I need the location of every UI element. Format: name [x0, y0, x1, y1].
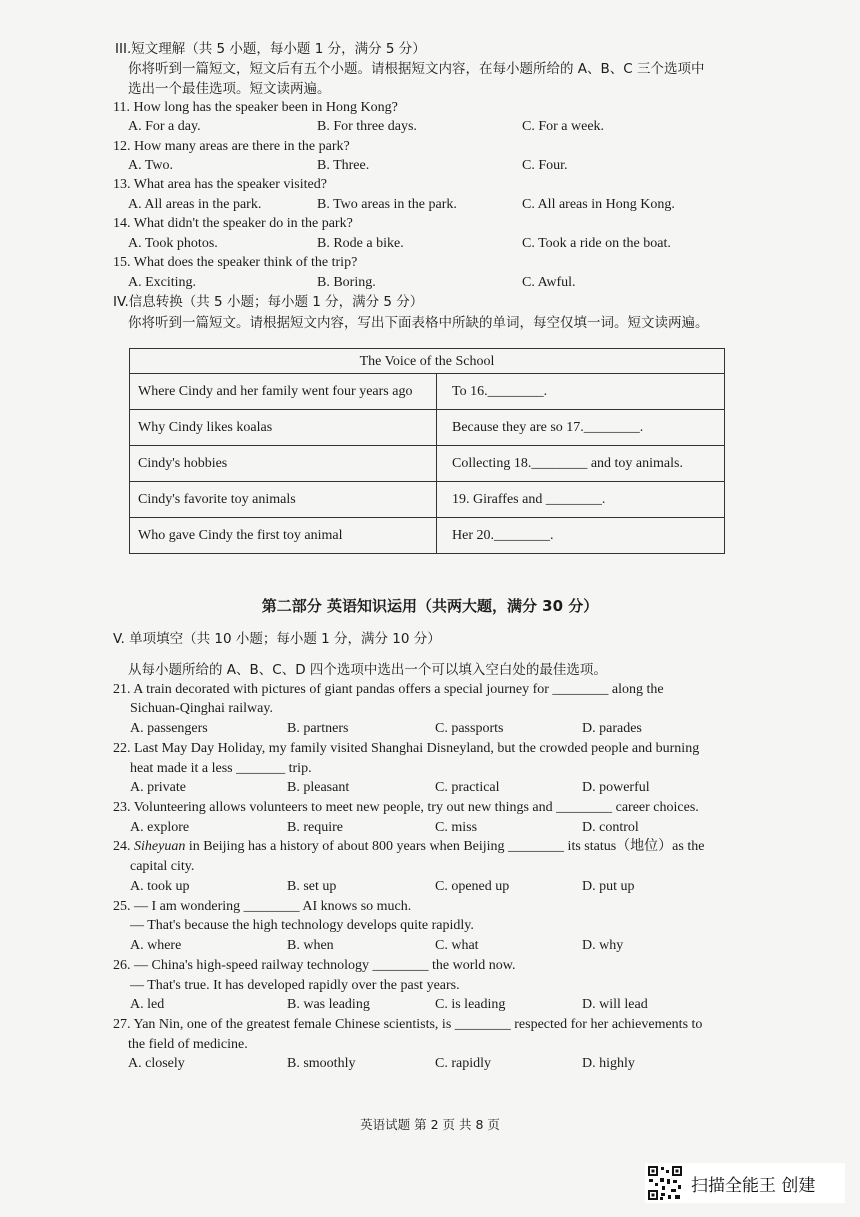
- q24-option-b: B. set up: [287, 879, 337, 894]
- q12-option-b: B. Three.: [317, 158, 370, 173]
- q14-option-a: A. Took photos.: [128, 236, 218, 251]
- question-24: [113, 838, 704, 856]
- table-cell-answer: To 16.________.: [452, 384, 548, 399]
- q15-option-b: B. Boring.: [317, 275, 376, 290]
- q23-option-b: B. require: [287, 820, 343, 835]
- question-24-cont: capital city.: [130, 859, 195, 874]
- question-24-rest: in Beijing has a history of about 800 years when Beijing ________ its status（地位）as the: [185, 839, 705, 854]
- q22-option-c: C. practical: [435, 780, 500, 795]
- q13-option-c: C. All areas in Hong Kong.: [522, 197, 675, 212]
- table-cell-answer: Because they are so 17.________.: [452, 420, 644, 435]
- question-12: 12. How many areas are there in the park?: [113, 139, 350, 154]
- q24-option-a: A. took up: [130, 879, 190, 894]
- q25-option-d: D. why: [582, 938, 624, 953]
- q11-option-a: A. For a day.: [128, 119, 201, 134]
- watermark-text: 扫描全能王 创建: [691, 1176, 816, 1196]
- page-footer: 英语试题 第 2 页 共 8 页: [360, 1117, 500, 1132]
- table-cell-label: Where Cindy and her family went four years ago: [130, 374, 437, 409]
- q26-option-d: D. will lead: [582, 997, 648, 1012]
- table-row: [130, 410, 724, 446]
- question-23: 23. Volunteering allows volunteers to meet new people, try out new things and ________ career choices.: [113, 800, 699, 815]
- q21-option-b: B. partners: [287, 721, 349, 736]
- q12-option-a: A. Two.: [128, 158, 174, 173]
- table-cell-label: Cindy's favorite toy animals: [130, 482, 437, 517]
- question-24-number: 24.: [113, 839, 134, 854]
- section5-instruction: 从每小题所给的 A、B、C、D 四个选项中选出一个可以填入空白处的最佳选项。: [128, 662, 607, 678]
- q23-option-d: D. control: [582, 820, 639, 835]
- question-25-cont: — That's because the high technology develops quite rapidly.: [130, 918, 474, 933]
- q21-option-d: D. parades: [582, 721, 642, 736]
- q26-option-a: A. led: [130, 997, 165, 1012]
- q22-option-d: D. powerful: [582, 780, 650, 795]
- q21-option-c: C. passports: [435, 721, 504, 736]
- info-table: [129, 348, 725, 554]
- q25-option-c: C. what: [435, 938, 479, 953]
- section4-instruction: 你将听到一篇短文。请根据短文内容，写出下面表格中所缺的单词，每空仅填一词。短文读两遍。: [128, 315, 709, 331]
- q27-option-d: D. highly: [582, 1056, 635, 1071]
- table-row: [130, 518, 724, 554]
- q15-option-c: C. Awful.: [522, 275, 576, 290]
- table-cell-label: Who gave Cindy the first toy animal: [130, 518, 437, 554]
- q26-option-c: C. is leading: [435, 997, 506, 1012]
- table-cell-label: Why Cindy likes koalas: [130, 410, 437, 445]
- qr-code-icon: [647, 1165, 683, 1201]
- q15-option-a: A. Exciting.: [128, 275, 197, 290]
- table-cell-answer: Her 20.________.: [452, 528, 554, 543]
- section3-instruction-1: 你将听到一篇短文，短文后有五个小题。请根据短文内容，在每小题所给的 A、B、C 三个选项中: [128, 61, 705, 77]
- q26-option-b: B. was leading: [287, 997, 370, 1012]
- question-26: 26. — China's high-speed railway technology ________ the world now.: [113, 958, 516, 973]
- q24-option-d: D. put up: [582, 879, 635, 894]
- question-21-cont: Sichuan-Qinghai railway.: [130, 701, 273, 716]
- question-21: 21. A train decorated with pictures of giant pandas offers a special journey for ________ along the: [113, 682, 664, 697]
- q11-option-c: C. For a week.: [522, 119, 605, 134]
- question-22-cont: heat made it a less _______ trip.: [130, 761, 312, 776]
- question-14: 14. What didn't the speaker do in the park?: [113, 216, 353, 231]
- question-27-cont: the field of medicine.: [128, 1037, 248, 1052]
- q21-option-a: A. passengers: [130, 721, 208, 736]
- q23-option-a: A. explore: [130, 820, 190, 835]
- question-11: 11. How long has the speaker been in Hong Kong?: [113, 100, 398, 115]
- q22-option-b: B. pleasant: [287, 780, 350, 795]
- part2-title: 第二部分 英语知识运用（共两大题，满分 30 分）: [261, 597, 599, 615]
- q25-option-b: B. when: [287, 938, 334, 953]
- question-22: 22. Last May Day Holiday, my family visited Shanghai Disneyland, but the crowded people and burning: [113, 741, 700, 756]
- q13-option-a: A. All areas in the park.: [128, 197, 262, 212]
- section3-instruction-2: 选出一个最佳选项。短文读两遍。: [128, 81, 331, 97]
- q11-option-b: B. For three days.: [317, 119, 417, 134]
- scanner-watermark: [645, 1163, 845, 1203]
- table-row: [130, 374, 724, 410]
- q14-option-c: C. Took a ride on the boat.: [522, 236, 671, 251]
- q25-option-a: A. where: [130, 938, 182, 953]
- siheyuan-term: Siheyuan: [134, 839, 186, 854]
- q14-option-b: B. Rode a bike.: [317, 236, 404, 251]
- table-cell-answer: Collecting 18.________ and toy animals.: [452, 456, 683, 471]
- q27-option-c: C. rapidly: [435, 1056, 491, 1071]
- question-26-cont: — That's true. It has developed rapidly over the past years.: [130, 978, 460, 993]
- q22-option-a: A. private: [130, 780, 186, 795]
- q13-option-b: B. Two areas in the park.: [317, 197, 457, 212]
- q24-option-c: C. opened up: [435, 879, 510, 894]
- question-13: 13. What area has the speaker visited?: [113, 177, 327, 192]
- info-table-title: The Voice of the School: [130, 349, 724, 374]
- table-cell-label: Cindy's hobbies: [130, 446, 437, 481]
- table-cell-answer: 19. Giraffes and ________.: [452, 492, 606, 507]
- q23-option-c: C. miss: [435, 820, 478, 835]
- question-25: 25. — I am wondering ________ AI knows so much.: [113, 899, 412, 914]
- question-27: 27. Yan Nin, one of the greatest female Chinese scientists, is ________ respected for her achievements to: [113, 1017, 703, 1032]
- table-row: [130, 446, 724, 482]
- q27-option-a: A. closely: [128, 1056, 185, 1071]
- q12-option-c: C. Four.: [522, 158, 568, 173]
- question-15: 15. What does the speaker think of the trip?: [113, 255, 358, 270]
- section4-heading: IV.信息转换（共 5 小题；每小题 1 分，满分 5 分）: [113, 294, 424, 310]
- q27-option-b: B. smoothly: [287, 1056, 356, 1071]
- section3-heading: III.短文理解（共 5 小题，每小题 1 分，满分 5 分）: [115, 41, 426, 57]
- table-row: [130, 482, 724, 518]
- section5-heading: V. 单项填空（共 10 小题；每小题 1 分，满分 10 分）: [113, 631, 441, 647]
